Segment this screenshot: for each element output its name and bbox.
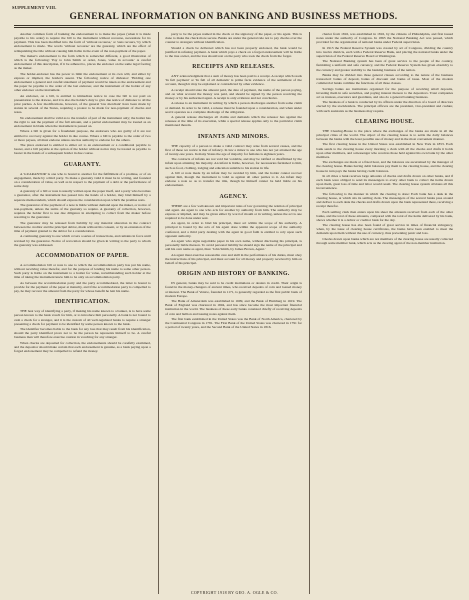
paragraph: A guaranty of a bill or note is usually written upon the paper itself, and a party who becomes a guarantor, after the instrument has passed into the hands of a holder, may bind himself by a separate memorandum, which should express the consideration upon which the promise rests. (14, 189, 151, 202)
paragraph: An agent must exercise reasonable care and skill in the performance of his duties, must obey the instructions of his principal, and must account for all money and property received by him on behalf of his principal. (165, 252, 302, 266)
paragraph: When checks are deposited for collection, the endorsements should be carefully examined, and the depositor should make certain that each endorsement is genuine, as a bank paying upon a forged endorsement may be compelled to refund the money. (14, 340, 151, 353)
paragraph: An endorser, on a bill, is entitled to immediate notice in case the bill is not paid on presentation to the drawee, and it is also the holder's duty to give due notice of dishonor to all the prior parties. A few modifications, however, of the general 'law merchant' have been made by statute in several of the States, requiring a protest to be made for non-payment of checks and notes. (14, 93, 151, 115)
paragraph: Banks may be divided into three general classes according to the nature of the business transacted: banks of deposit, banks of discount and banks of issue. Most of the modern commercial banks combine the functions of all three classes. (316, 72, 454, 86)
section-heading: ORIGIN AND HISTORY OF BANKING. (177, 271, 290, 278)
page-title: GENERAL INFORMATION ON BANKING AND BUSINESS METHODS. (69, 12, 398, 22)
paragraph: No endorsement shall be valid as to the transfer of part of the instrument only; the holder has the right to ask the payment of the full amount, and a partial endorsement may be treated as an endorsement in blank when the instrument is passed on. (14, 115, 151, 129)
paragraph: The exchanges are made at a fixed hour, and the balances are ascertained by the manager of the clearing house. Banks having debit balances pay them to the clearing house, and the clearing house in turn pays the banks having credit balances. (316, 160, 454, 173)
paragraph: The contracts of infants are not void but voidable, and may be ratified or disaffirmed by the infant upon attaining his majority. An infant is liable, however, for necessaries furnished to him, such as food, clothing, lodging and education suitable to his station in life. (165, 157, 302, 170)
paragraph: A general release discharges all claims and demands which the releasor has against the releasee at the time of its execution, while a special release applies only to the particular claim mentioned therein. (165, 115, 302, 128)
column-divider (158, 32, 159, 594)
paragraph: The maker's endorsement is the form which is somewhat different, a good illustration of which is the following: 'Pay to John Smith or order, Jones, value in account.' A careful endorsement of this description, if it be adhered to, places the endorser on the same legal footing as the maker. (14, 53, 151, 71)
paragraph: An agent, in order to bind his principal, must act within the scope of his authority. A principal is bound by the acts of his agent done within the apparent scope of the authority conferred, and a third party dealing with the agent in good faith is entitled to rely upon such apparent authority. (165, 221, 302, 238)
section-heading: GUARANTY. (63, 161, 101, 168)
paragraph: The business of a bank is conducted by its officers under the direction of a board of directors elected by the stockholders. The principal officers are the president, vice-president and cashier, with such assistants as the business may require. (316, 100, 454, 113)
paragraph: THE capacity of a person to make a valid contract may arise from several causes, and the first of these we notice is that of infancy. In law a minor is one who has not yet attained the age of twenty-one years. In many States the age of majority for females is eighteen years. (165, 143, 302, 156)
paragraph: IN general, banks may be said to be credit institutions or dealers in credit. Their origin is found in the money-changers of ancient times, who received deposits of coin and loaned money at interest. The Bank of Venice, founded in 1171, is generally regarded as the first public bank of modern Europe. (165, 281, 302, 298)
paragraph: A 'GUARANTOR' is one who is bound to another for the fulfillment of a promise, or of an engagement, made by a third party. To make a guaranty valid it must be in writing, and founded on a consideration of value, as well as in respect to the payment of a debt or the performance of some duty. (14, 171, 151, 188)
paragraph: The National Banking system has been of great service to the people of the country, furnishing a uniform and safe currency, and the Federal Reserve System has given elasticity to the currency and greater stability to the banking business of the nation. (316, 59, 454, 72)
section-heading: INFANTS AND MINORS. (197, 133, 270, 140)
paragraph: The place endorsed is entitled to either act to an endorsement or a conditional payable to bearer, and a bill payable at the option of the holder without notice may be treated as payable to bearer in the hands of a subsequent holder in due course. (14, 143, 151, 156)
columns (14, 32, 453, 594)
title-rule-secondary (14, 27, 453, 28)
paragraph: The clearing house has also been found of great service in times of financial stringency, when, by the issue of clearing house certificates, the banks have been enabled to meet the demands upon them without the use of currency, thus preventing panic and loss. (316, 223, 454, 236)
paragraph: As between the accommodation party and the party accommodated, the latter is bound to provide for the payment of the paper at maturity, and if the accommodation party is compelled to pay, he may recover the amount from the party for whose benefit he lent his name. (14, 280, 151, 294)
column-right (316, 32, 453, 594)
paragraph: A continuing guaranty is one which covers a series of transactions, and remains in force until revoked by the guarantor. Notice of revocation should be given in writing to the party to whom the guaranty was addressed. (14, 234, 151, 247)
section-heading: ACCOMMODATION OF PAPER. (35, 252, 129, 259)
paragraph: The first clearing house in the United States was established in New York in 1853. Each bank sends to the clearing house every morning a clerk with all the checks and drafts it holds upon other members, and a messenger who receives those held against his own bank by the other members. (316, 142, 454, 159)
paragraph: The first bank established in the United States was the Bank of North America, chartered by the Continental Congress in 1781. The First Bank of the United States was chartered in 1791 for a period of twenty years, and the Second Bank of the United States in 1816. (165, 316, 302, 330)
copyright-footer: COPYRIGHT 1918 BY GEO. A. OGLE & CO. (190, 590, 279, 595)
paragraph: THE Clearing-House is the place where the exchanges of the banks are made in all the principal cities of the world. The object of the clearing house is to settle the daily balances between the banks with the least possible use of money and in the most convenient manner. (316, 128, 454, 142)
paragraph: party to be the payee named in the check or the signatory of the paper, or his agent. This is done to make the check more secure. Banks are under the general rule not to pay checks over the counter to strangers without identification. (165, 32, 302, 45)
section-heading: CLEARING HOUSE. (355, 118, 415, 125)
title-rule (14, 25, 453, 26)
paragraph: THERE are a few well-known and important rules of law governing the relation of principal and agent. An agent is one who acts for another by authority from him. The authority may be express or implied, and may be given either by word of mouth or in writing, unless the act is one required to be done under seal. (165, 203, 302, 220)
paragraph: The Bank of Amsterdam was established in 1609, and the Bank of Hamburg in 1619. The Bank of England was chartered in 1694, and has since become the most important financial institution in the world. The business of these early banks consisted chiefly of receiving deposits of coin and bullion and issuing notes against them. (165, 299, 302, 316)
paragraph: An agent who signs negotiable paper in his own name, without disclosing his principal, is personally liable thereon. To avoid personal liability he should sign the name of the principal and add his own name as agent, thus: 'John Smith, by James Brown, Agent.' (165, 239, 302, 252)
paragraph: A accommodation bill or note is one to which the accommodation party has put his name, without receiving value therefor, and for the purpose of lending his name to some other person. Such party is liable on the instrument to a holder for value, notwithstanding such holder at the time of taking the instrument knew him to be only an accommodation party. (14, 262, 151, 280)
paragraph: Should a check be delivered which has not been properly endorsed, the bank would be justified in refusing payment. A bank which pays a check on a forged endorsement will be liable to the true owner, and the loss should rest on the party who took the check from the forger. (165, 45, 302, 58)
paragraph: A receipt should state the amount paid, the date of payment, the name of the person paying, and on what account the money was paid, and should be signed by the person receiving the money or by his authorized agent. A receipt is only evidence and not conclusive. (165, 87, 302, 101)
paragraph: charter from 1816, was established in 1816, by the citizens of Philadelphia, and first issued notes under the authority of Congress. In 1863 the National Banking Act was passed, which provided for the organization of national banks under Federal supervision. (316, 32, 454, 45)
paragraph: The guarantor may be released from liability by any material alteration in the contract between the creditor and the principal debtor, made without his consent, or by an extension of the time of payment granted to the debtor for a consideration. (14, 220, 151, 234)
paragraph: The holder-endorser has the power to limit the endorsement at its own will, and either by express or implied, the holder's assent. The following notice of dishonor: 'Holding one endorsement a general and careful statement of payment would be taken as the endorsement and the paper be payable to the order of the last endorser, and the instrument of the holder of any other endorser on the instrument. (14, 71, 151, 93)
paragraph: The guarantor of the payment of a note is liable without demand upon the maker, or notice of non-payment, unless the terms of the guaranty so require. A guaranty of collection, however, requires the holder first to use due diligence in attempting to collect from the maker before resorting to the guarantor. (14, 202, 151, 220)
paragraph: In all cities a bank receives large amounts of checks and drafts drawn on other banks, and if each bank were obliged to send its messengers to every other bank to collect the items drawn upon them, great loss of time and labor would result. The clearing house system obviates all this inconvenience. (316, 173, 454, 191)
paragraph: Where a bill is given for a fraudulent purpose, the endorsers who are guilty of it are not entitled to recovery against the holder in due course. Where a bill is payable to the order of two or more payees, all must endorse unless one has authority to endorse for the others. (14, 129, 151, 142)
paragraph: In 1913 the Federal Reserve System was created by act of Congress, dividing the country into twelve districts, each with a Federal Reserve Bank, and placing the national banks under the supervision of the Federal Reserve Board at Washington. (316, 45, 454, 58)
column-middle (165, 32, 302, 594)
paragraph: Checks drawn upon banks which are not members of the clearing house are usually collected through some member bank, which acts as the clearing agent of the non-member institution. (316, 236, 454, 245)
column-divider (309, 32, 310, 594)
section-heading: IDENTIFICATION. (54, 299, 110, 306)
paragraph: The identifier becomes liable to the bank for any loss that may result from his identification, should the party identified prove not to be the person he represents himself to be. A careful business man will therefore exercise caution in vouching for any stranger. (14, 327, 151, 340)
paragraph: A bill or note made by an infant may be avoided by him, and the holder cannot recover against him, though the instrument is valid as against all other parties to it. An infant may endorse a note so as to transfer the title, though he himself cannot be held liable on his endorsement. (165, 170, 302, 188)
column-left (14, 32, 151, 594)
paragraph: Savings banks are institutions organized for the purpose of receiving small deposits, investing them in safe securities, and paying interest thereon to the depositors. Trust companies act as trustees, executors and guardians, and also do a general banking business. (316, 86, 454, 99)
section-heading: AGENCY. (219, 193, 248, 200)
paragraph: ANY acknowledgment that a sum of money has been paid is a receipt. A receipt which reads 'In full payment' or 'In full of all demands' is prima facie evidence of the settlement of the account, though it may be explained or contradicted by other evidence. (165, 74, 302, 87)
paragraph: The following is the manner in which the clearing is done: Each bank has a desk in the clearing house, at which sits its settling clerk. The messengers of the several banks pass around and deliver to each desk the checks and drafts drawn upon the bank represented there, receiving a receipt therefor. (316, 191, 454, 209)
paragraph: Each settling clerk then enters upon his sheet the amounts received from each of the other banks, and the total of these amounts, compared with the total of the items delivered by his bank, shows whether it is a debtor or creditor bank for the day. (316, 209, 454, 222)
section-heading: RECEIPTS AND RELEASES. (192, 64, 275, 71)
paragraph: A release is an instrument in writing by which a person discharges another from some claim or demand. In order to be valid, a release must be founded upon a consideration, and when under seal it operates as a complete discharge of the obligation. (165, 101, 302, 114)
paragraph: Another common form of banking the endorsement is to make the payee (when it is made payable to his order) to require the bill to the instrument without recourse, necessitate for its payment. This has been modified into the form of 'without recourse,' or 'sans recours,' by which endorsement is made. The words 'without recourse' are the guaranty, which are the effect of relinquishing the title without causing him liable in the event of the non-payment of the paper. (14, 32, 151, 53)
paragraph: THE best way of identifying a party, if making his name known to a banker, is to have some person known to the bank vouch for him, or to introduce him personally. A bank is not bound to cash a check for a stranger, and it is the custom of all well-regulated banks to require a stranger presenting a check for payment to be identified by some person known to the bank. (14, 309, 151, 326)
supplement-label: SUPPLEMENT VIII. (12, 5, 57, 10)
